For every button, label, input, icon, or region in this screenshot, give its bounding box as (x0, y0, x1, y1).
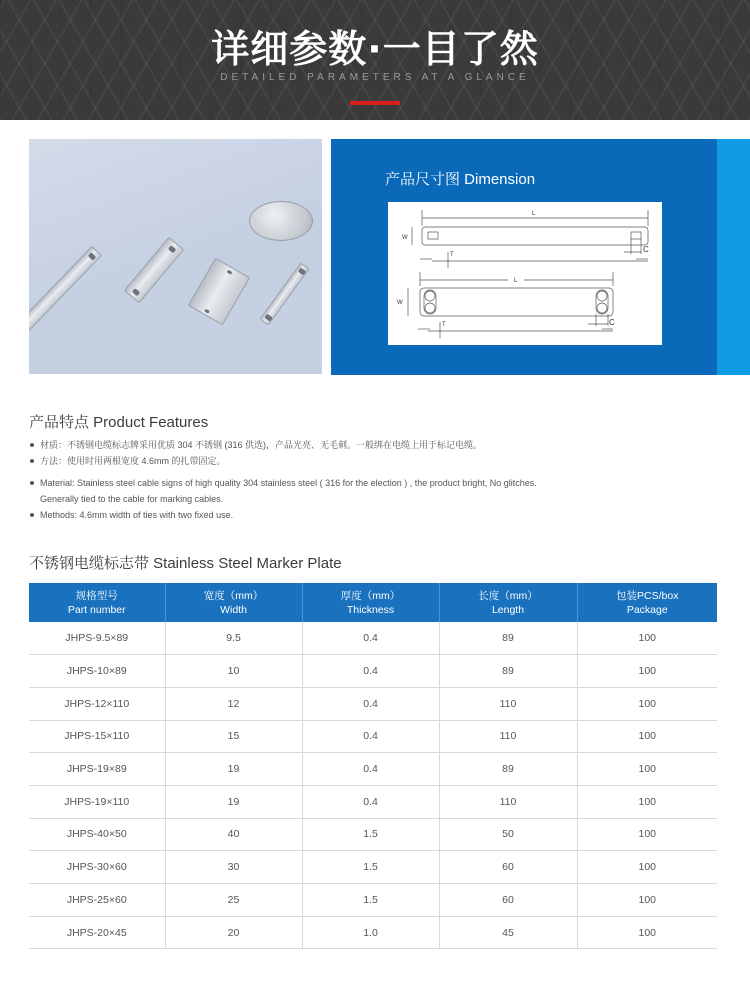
medium-plate-image (124, 237, 184, 303)
header-en: Package (626, 603, 668, 616)
cell-thickness: 0.4 (302, 687, 439, 720)
spec-table (29, 583, 717, 949)
cell-part-number: JHPS-10×89 (29, 655, 165, 688)
offset-label: C (643, 245, 649, 254)
width-label: W (402, 235, 408, 241)
cell-package: 100 (577, 785, 717, 818)
cell-part-number: JHPS-40×50 (29, 818, 165, 851)
cell-width: 19 (165, 753, 302, 786)
cell-width: 19 (165, 785, 302, 818)
table-row (29, 916, 717, 949)
feature-item: Material: Stainless steel cable signs of high quality 304 stainless steel ( 316 for the election ) , the product bright, No glitches. Generally tied to the cable for marking cables. (29, 475, 549, 507)
cell-thickness: 1.5 (302, 818, 439, 851)
cell-part-number: JHPS-20×45 (29, 916, 165, 949)
cell-width: 15 (165, 720, 302, 753)
table-row (29, 818, 717, 851)
features-list (29, 437, 549, 523)
cell-length: 89 (439, 655, 577, 688)
cell-thickness: 1.5 (302, 851, 439, 884)
cell-part-number: JHPS-9.5×89 (29, 622, 165, 655)
cell-width: 9.5 (165, 622, 302, 655)
cell-package: 100 (577, 818, 717, 851)
rectangular-plate-image (188, 258, 250, 326)
cell-package: 100 (577, 916, 717, 949)
cell-length: 60 (439, 851, 577, 884)
cell-length: 45 (439, 916, 577, 949)
cell-length: 110 (439, 785, 577, 818)
thickness-label: T (442, 322, 446, 328)
header-cn: 厚度（mm） (340, 589, 401, 602)
cell-width: 12 (165, 687, 302, 720)
table-row (29, 851, 717, 884)
round-tag-image (249, 201, 313, 241)
header-banner (0, 0, 750, 120)
cell-part-number: JHPS-19×89 (29, 753, 165, 786)
cell-package: 100 (577, 687, 717, 720)
cell-length: 110 (439, 687, 577, 720)
cell-package: 100 (577, 655, 717, 688)
dimension-side-strip (717, 139, 750, 375)
offset-label: C (609, 318, 615, 327)
dimension-title: 产品尺寸图 Dimension (385, 171, 536, 188)
banner-title: 详细参数·一目了然 (211, 27, 539, 71)
lower-plate-hole (597, 303, 607, 313)
header-width (165, 583, 302, 622)
table-row (29, 884, 717, 917)
table-row (29, 622, 717, 655)
cell-thickness: 0.4 (302, 753, 439, 786)
cell-package: 100 (577, 753, 717, 786)
cell-width: 25 (165, 884, 302, 917)
table-row (29, 753, 717, 786)
length-label: L (532, 211, 536, 217)
banner-subtitle: DETAILED PARAMETERS AT A GLANCE (220, 72, 530, 83)
cell-part-number: JHPS-30×60 (29, 851, 165, 884)
cell-thickness: 1.5 (302, 884, 439, 917)
table-row (29, 687, 717, 720)
header-en: Thickness (346, 603, 395, 616)
cell-package: 100 (577, 851, 717, 884)
header-length (439, 583, 577, 622)
feature-item: Methods: 4.6mm width of ties with two fixed use. (29, 507, 549, 523)
cell-width: 40 (165, 818, 302, 851)
lower-plate-hole (597, 291, 607, 301)
cell-thickness: 0.4 (302, 785, 439, 818)
thickness-label: T (450, 252, 454, 258)
header-en: Width (220, 603, 247, 616)
cell-package: 100 (577, 622, 717, 655)
table-row (29, 655, 717, 688)
cell-package: 100 (577, 884, 717, 917)
cell-length: 89 (439, 622, 577, 655)
lower-plate-hole (425, 303, 435, 313)
header-en: Length (491, 603, 525, 616)
upper-plate-slot (428, 232, 438, 239)
header-en: Part number (67, 603, 126, 616)
cell-thickness: 0.4 (302, 720, 439, 753)
dimension-drawing (388, 202, 662, 345)
table-title: 不锈钢电缆标志带 Stainless Steel Marker Plate (29, 555, 342, 572)
long-plate-image (29, 246, 102, 336)
cell-length: 110 (439, 720, 577, 753)
header-cn: 长度（mm） (478, 589, 538, 602)
cell-length: 50 (439, 818, 577, 851)
upper-plate-outline (422, 227, 648, 245)
header-package (577, 583, 717, 622)
header-cn: 宽度（mm） (203, 589, 264, 602)
cell-width: 20 (165, 916, 302, 949)
features-title: 产品特点 Product Features (29, 414, 209, 431)
cell-length: 60 (439, 884, 577, 917)
cell-part-number: JHPS-15×110 (29, 720, 165, 753)
upper-plate-slot (631, 232, 641, 239)
header-thickness (302, 583, 439, 622)
dimension-diagram (388, 202, 662, 345)
cell-width: 30 (165, 851, 302, 884)
banner-accent-bar (350, 101, 400, 105)
cell-thickness: 0.4 (302, 622, 439, 655)
cell-thickness: 1.0 (302, 916, 439, 949)
table-row (29, 785, 717, 818)
cell-width: 10 (165, 655, 302, 688)
cell-thickness: 0.4 (302, 655, 439, 688)
feature-item: 方法：使用时用两根宽度 4.6mm 的扎带固定。 (29, 453, 549, 469)
length-label: L (514, 278, 518, 284)
product-photo (29, 139, 322, 374)
table-body (29, 622, 717, 949)
header-cn: 规格型号 (75, 589, 118, 602)
feature-item: 材质：不锈钢电缆标志牌采用优质 304 不锈钢 (316 供选)，产品光亮、无毛刺。一般绑在电缆上用于标记电缆。 (29, 437, 549, 453)
lower-plate-outline (420, 288, 613, 316)
cell-part-number: JHPS-25×60 (29, 884, 165, 917)
header-part-number (29, 583, 165, 622)
lower-plate-hole (425, 291, 435, 301)
header-cn: 包装PCS/box (616, 589, 679, 602)
table-row (29, 720, 717, 753)
cell-package: 100 (577, 720, 717, 753)
cell-part-number: JHPS-19×110 (29, 785, 165, 818)
table-header-row (29, 583, 717, 622)
cell-part-number: JHPS-12×110 (29, 687, 165, 720)
width-label: W (397, 300, 403, 306)
narrow-plate-image (259, 262, 309, 325)
cell-length: 89 (439, 753, 577, 786)
